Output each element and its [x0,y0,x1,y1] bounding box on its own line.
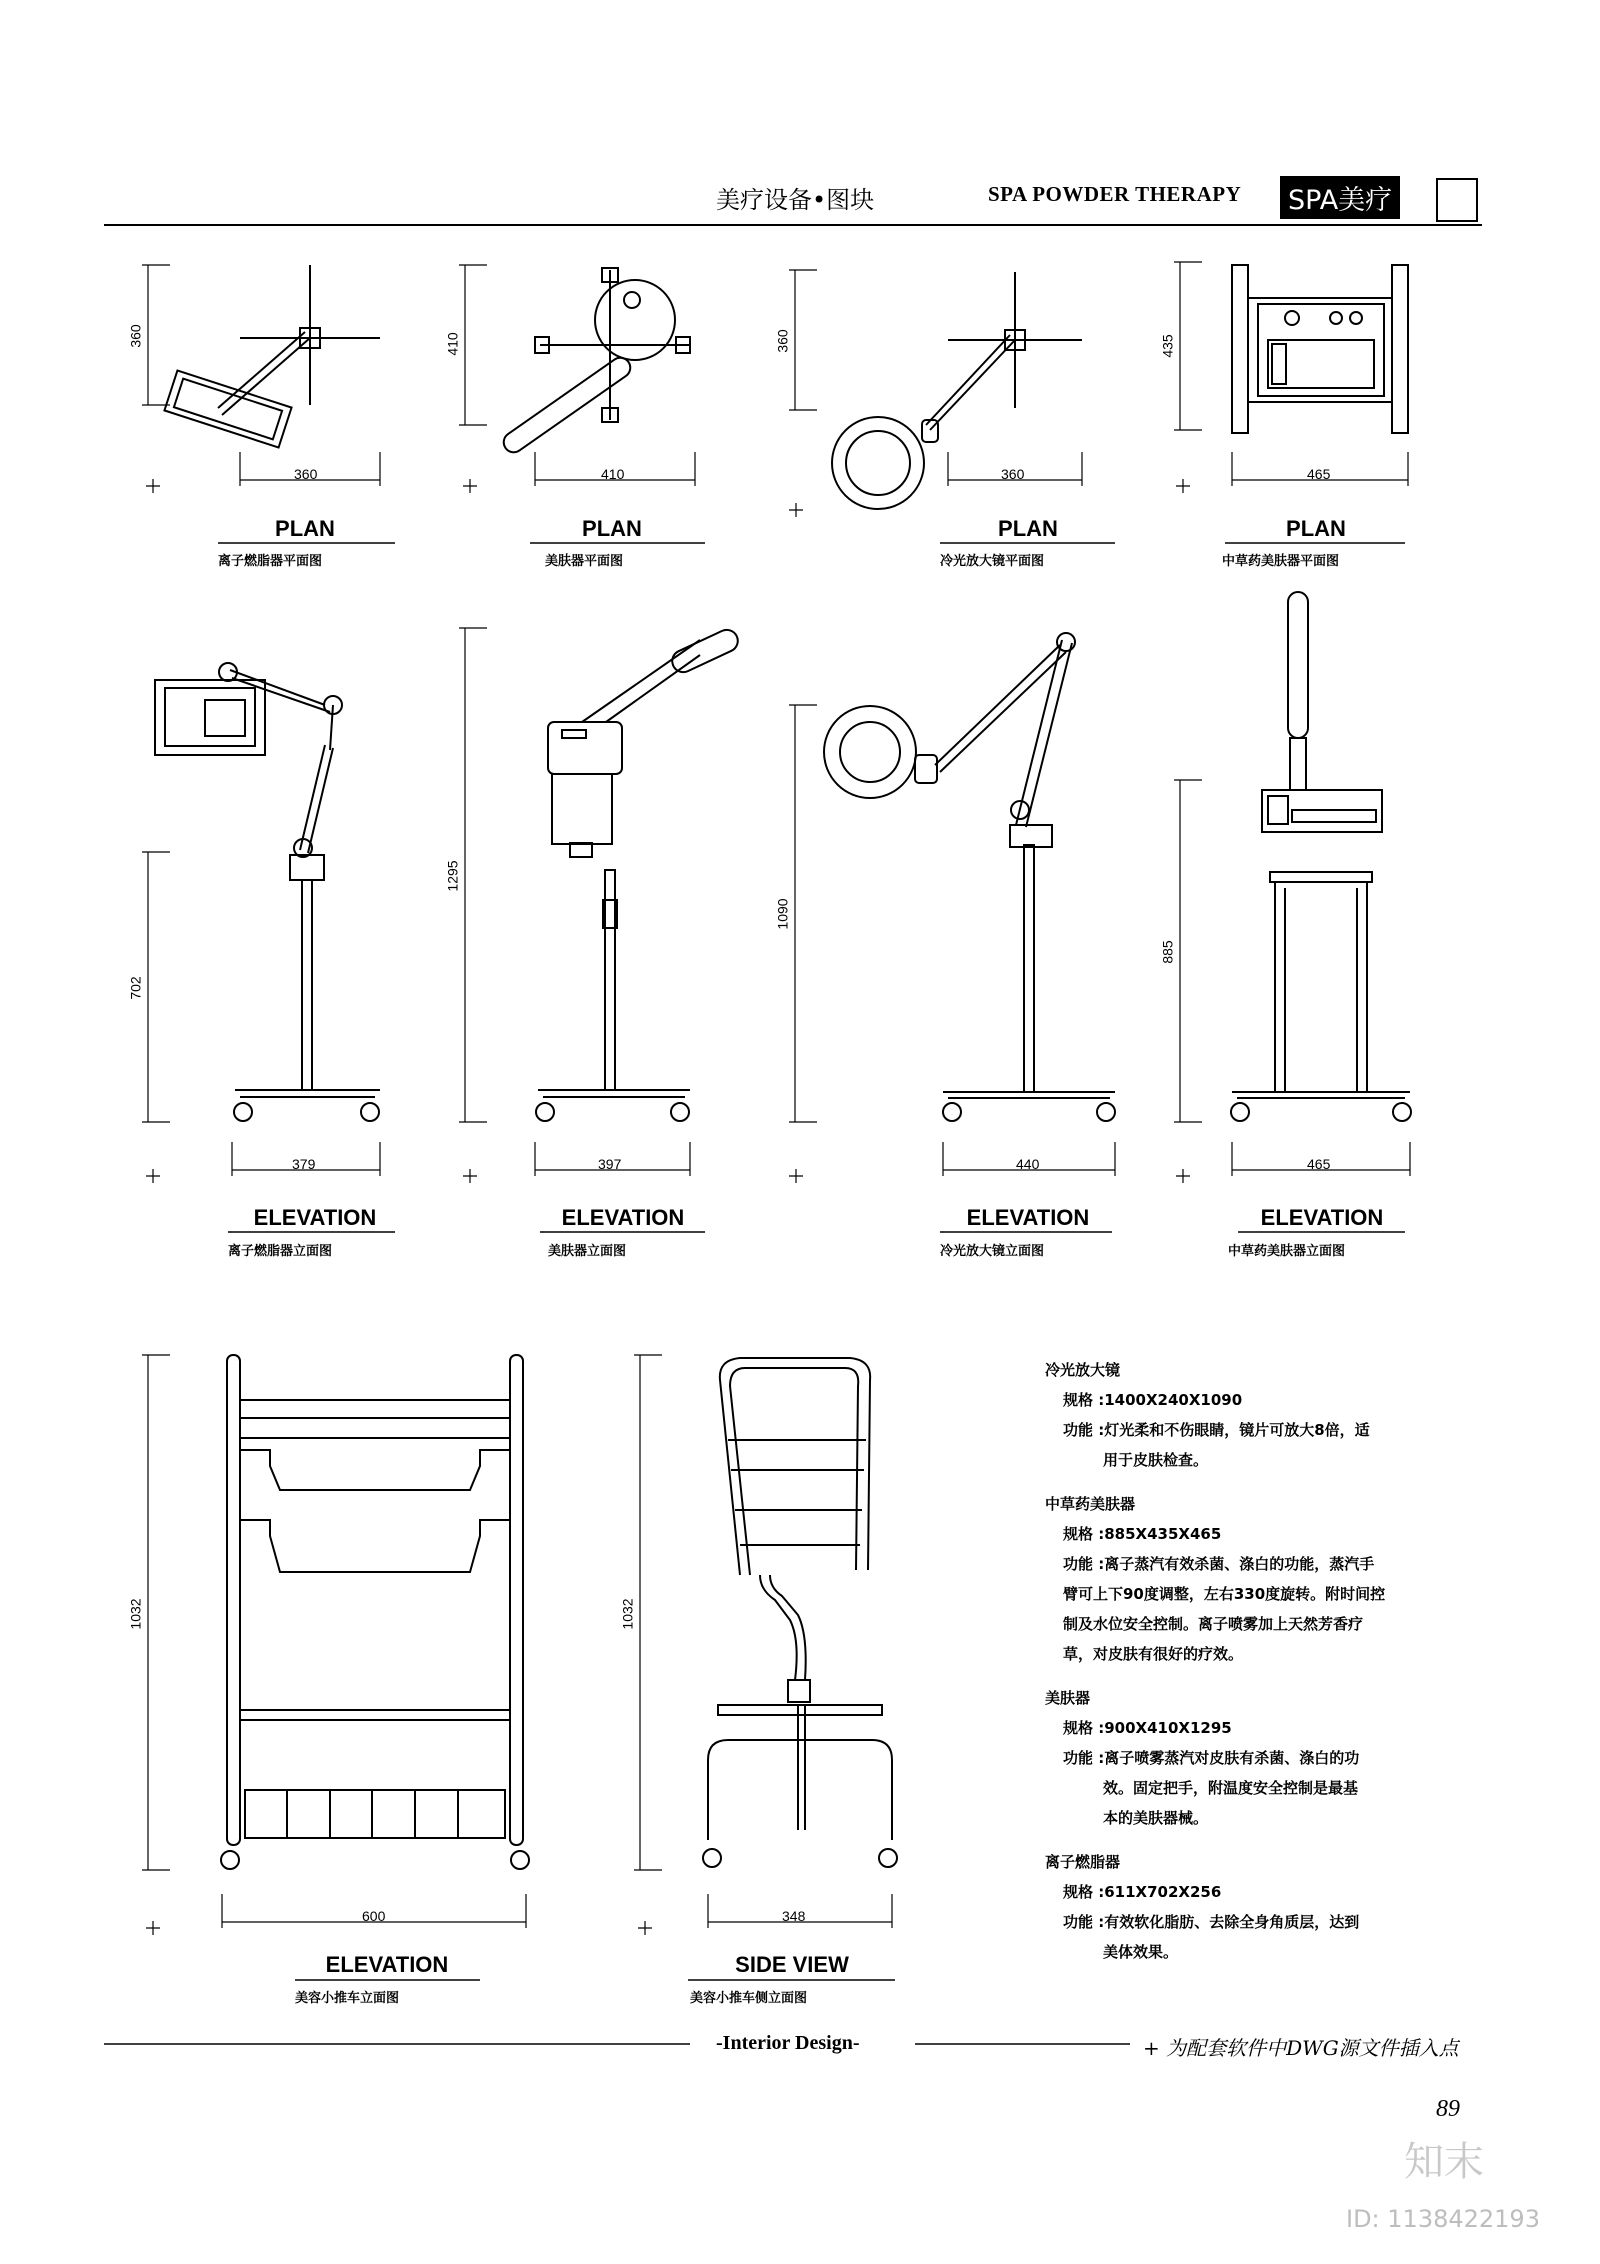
spec-2-line-2: 效。固定把手，附温度安全控制是最基 [1103,1779,1359,1797]
spec-1-line-2: 臂可上下90度调整，左右330度旋转。附时间控 [1063,1585,1386,1603]
spec-3-line-2: 美体效果。 [1103,1943,1179,1961]
dim-p2-h: 410 [444,332,461,356]
spec-3-line-1: 功能 :有效软化脂肪、去除全身角质层，达到 [1063,1913,1360,1931]
spec-3 [1045,1847,1465,1967]
elevation-ion-fat-burner [155,663,380,1121]
title-elev-2: ELEVATION [561,1205,685,1230]
title-plan-1: PLAN [275,516,335,541]
dim-p1-h: 360 [127,324,144,348]
spec-0-title: 冷光放大镜 [1045,1361,1121,1379]
spec-2-line-0: 规格 :900X410X1295 [1063,1719,1232,1737]
dim-e1-h: 702 [127,976,144,1000]
dim-e5-h: 1032 [127,1598,144,1630]
dim-e4-h: 885 [1159,940,1176,964]
spec-0-line-1: 功能 :灯光柔和不伤眼睛，镜片可放大8倍，适 [1063,1421,1370,1439]
dim-e4-w: 465 [1307,1156,1331,1172]
spec-1-line-4: 草，对皮肤有很好的疗效。 [1063,1645,1244,1663]
spec-0-line-2: 用于皮肤检查。 [1103,1451,1209,1469]
dim-e2-w: 397 [598,1156,622,1172]
spec-block [1045,1355,1465,1967]
elevation-magnifier [824,633,1115,1121]
dim-e5-w: 600 [362,1908,386,1924]
title-elev-5: ELEVATION [325,1952,449,1977]
caption-e1: 离子燃脂器立面图 [228,1244,333,1259]
title-plan-4: PLAN [1286,516,1346,541]
dim-e1-w: 379 [292,1156,316,1172]
dim-e3-h: 1090 [774,898,791,930]
spec-0-line-0: 规格 :1400X240X1090 [1063,1391,1243,1409]
caption-e2: 美肤器立面图 [548,1244,627,1259]
spec-1-line-3: 制及水位安全控制。离子喷雾加上天然芳香疗 [1063,1615,1364,1633]
caption-p3: 冷光放大镜平面图 [940,554,1045,569]
spec-1-line-1: 功能 :离子蒸汽有效杀菌、涤白的功能，蒸汽手 [1063,1555,1375,1573]
title-elev-4: ELEVATION [1260,1205,1384,1230]
title-elev-3: ELEVATION [966,1205,1090,1230]
dim-p1-w: 360 [294,466,318,482]
plan-beauty-device [500,268,690,456]
header-title-cn: 美疗设备•图块 [716,186,875,214]
dim-e6-w: 348 [782,1908,806,1924]
spec-2-title: 美肤器 [1045,1689,1091,1707]
title-plan-2: PLAN [582,516,642,541]
spec-2-line-1: 功能 :离子喷雾蒸汽对皮肤有杀菌、涤白的功 [1063,1749,1360,1767]
dim-e6-h: 1032 [619,1598,636,1630]
page-number: 89 [1436,2096,1460,2122]
caption-p4: 中草药美肤器平面图 [1222,554,1340,569]
title-side-view: SIDE VIEW [735,1952,849,1977]
dim-p3-h: 360 [774,329,791,353]
title-elev-1: ELEVATION [253,1205,377,1230]
dim-e2-h: 1295 [444,860,461,892]
caption-p2: 美肤器平面图 [545,554,624,569]
plan-herbal-device [1232,265,1408,433]
elevation-cart-side [703,1358,897,1867]
dim-p4-w: 465 [1307,466,1331,482]
elevation-herbal-device [1231,592,1411,1121]
elevation-beauty-device [536,626,741,1121]
dim-e3-w: 440 [1016,1156,1040,1172]
spec-2 [1045,1683,1465,1833]
watermark-logo: 知末 [1404,2139,1484,2185]
spec-2-line-3: 本的美肤器械。 [1103,1809,1209,1827]
spec-3-title: 离子燃脂器 [1045,1853,1121,1871]
plan-ion-fat-burner [164,265,380,448]
plan-magnifier [832,272,1082,509]
spec-1-line-0: 规格 :885X435X465 [1063,1525,1222,1543]
footer-right: + 为配套软件中DWG源文件插入点 [1143,2036,1459,2060]
spec-0 [1045,1355,1465,1475]
caption-e4: 中草药美肤器立面图 [1228,1244,1346,1259]
header-title-en: SPA POWDER THERAPY [988,182,1242,206]
title-plan-3: PLAN [998,516,1058,541]
dim-p4-h: 435 [1159,334,1176,358]
watermark-id: ID: 1138422193 [1346,2205,1540,2233]
caption-e6: 美容小推车侧立面图 [690,1991,808,2006]
spec-1 [1045,1489,1465,1669]
dim-p3-w: 360 [1001,466,1025,482]
caption-e5: 美容小推车立面图 [295,1991,400,2006]
elevation-cart-front [221,1355,529,1869]
spec-1-title: 中草药美肤器 [1045,1495,1136,1513]
caption-p1: 离子燃脂器平面图 [218,554,323,569]
footer-left: -Interior Design- [716,2032,860,2054]
spec-3-line-0: 规格 :611X702X256 [1063,1883,1222,1901]
caption-e3: 冷光放大镜立面图 [940,1244,1045,1259]
header-badge: SPA美疗 [1280,176,1400,219]
dim-p2-w: 410 [601,466,625,482]
